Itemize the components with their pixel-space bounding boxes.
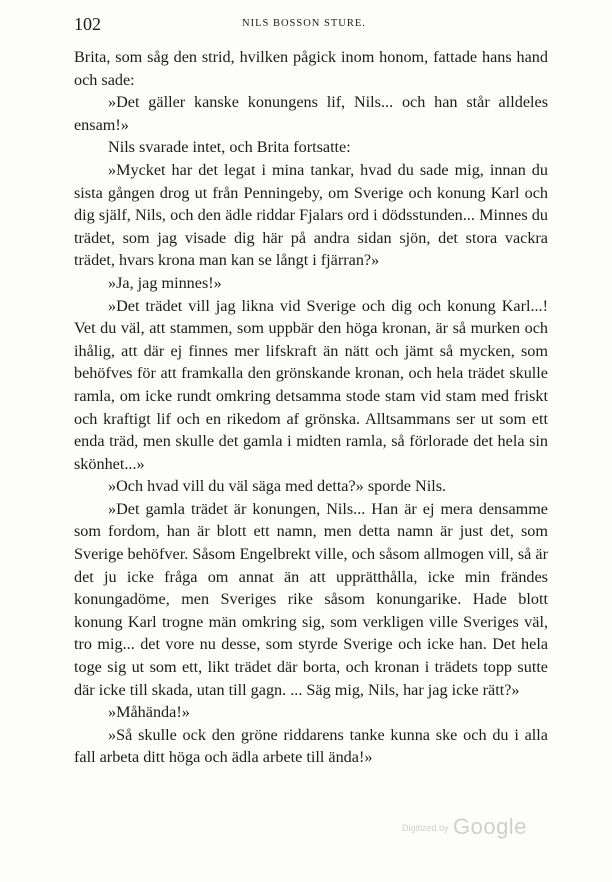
paragraph: »Det trädet vill jag likna vid Sverige och dig och konung Karl...! Vet du väl, att stammen, som uppbär den höga kronan, är så murken och ihålig, att där ej finnes mer lifskraft än nätt och jämt så mycken, som behöfves för att framkalla den grönskande kronan, och hela trädet skulle ramla, om icke rundt omkring detsamma stode stam vid stam med friskt och kraftigt lif och en rikedom af grönska. Alltsammans ser ut som ett enda träd, men skulle det gamla i midten ramla, så förlorade det hela sin skönhet...»	[74, 296, 548, 473]
running-title: NILS BOSSON STURE.	[242, 18, 366, 29]
digitized-by-google-watermark	[402, 814, 527, 840]
paragraph: »Det gäller kanske konungens lif, Nils... och han står alldeles ensam!»	[74, 93, 548, 134]
google-logo: Google	[452, 814, 527, 839]
page-header	[74, 12, 548, 46]
paragraph: »Måhända!»	[108, 703, 190, 722]
paragraph: »Ja, jag minnes!»	[108, 273, 222, 292]
paragraph: »Det gamla trädet är konungen, Nils... Han är ej mera densamme som fordom, han är blott ett namn, men detta namn är just det, som Sverige behöfver. Såsom Engelbrekt ville, och såsom allmogen vill, så är det ju icke fråga om annat än att upprätthålla, icke min frändes konungadöme, men Sveriges rike såsom konungarike. Hade blott konung Karl trogne män omkring sig, som verkligen ville Sveriges väl, tro mig... det vore nu desse, som styrde Sverige och icke han. Det hela toge sig ut som ett, likt trädet där borta, och kronan i trädets topp sutte där icke till skada, utan till gagn. ... Säg mig, Nils, har jag icke rätt?»	[74, 499, 548, 699]
page-body	[74, 46, 548, 769]
paragraph: »Och hvad vill du väl säga med detta?» sporde Nils.	[108, 477, 447, 496]
paragraph: »Så skulle ock den gröne riddarens tanke kunna ske och du i alla fall arbeta ditt höga och ädla arbete till ända!»	[74, 725, 548, 767]
paragraph: Nils svarade intet, och Brita fortsatte:	[108, 138, 351, 157]
page-number: 102	[74, 14, 101, 34]
watermark-prefix: Digitized by	[402, 823, 449, 833]
paragraph: Brita, som såg den strid, hvilken pågick inom honom, fattade hans hand och sade:	[74, 48, 548, 89]
book-page	[74, 12, 548, 769]
paragraph: »Mycket har det legat i mina tankar, hvad du sade mig, innan du sista gången drog ut från Penningeby, om Sverige och konung Karl och dig själf, Nils, och den ädle riddar Fjalars ord i dödsstunden... Minnes du trädet, som jag visade dig här på andra sidan sjön, det stora vackra trädet, hvars krona man kan se långt i fjärran?»	[74, 160, 548, 270]
